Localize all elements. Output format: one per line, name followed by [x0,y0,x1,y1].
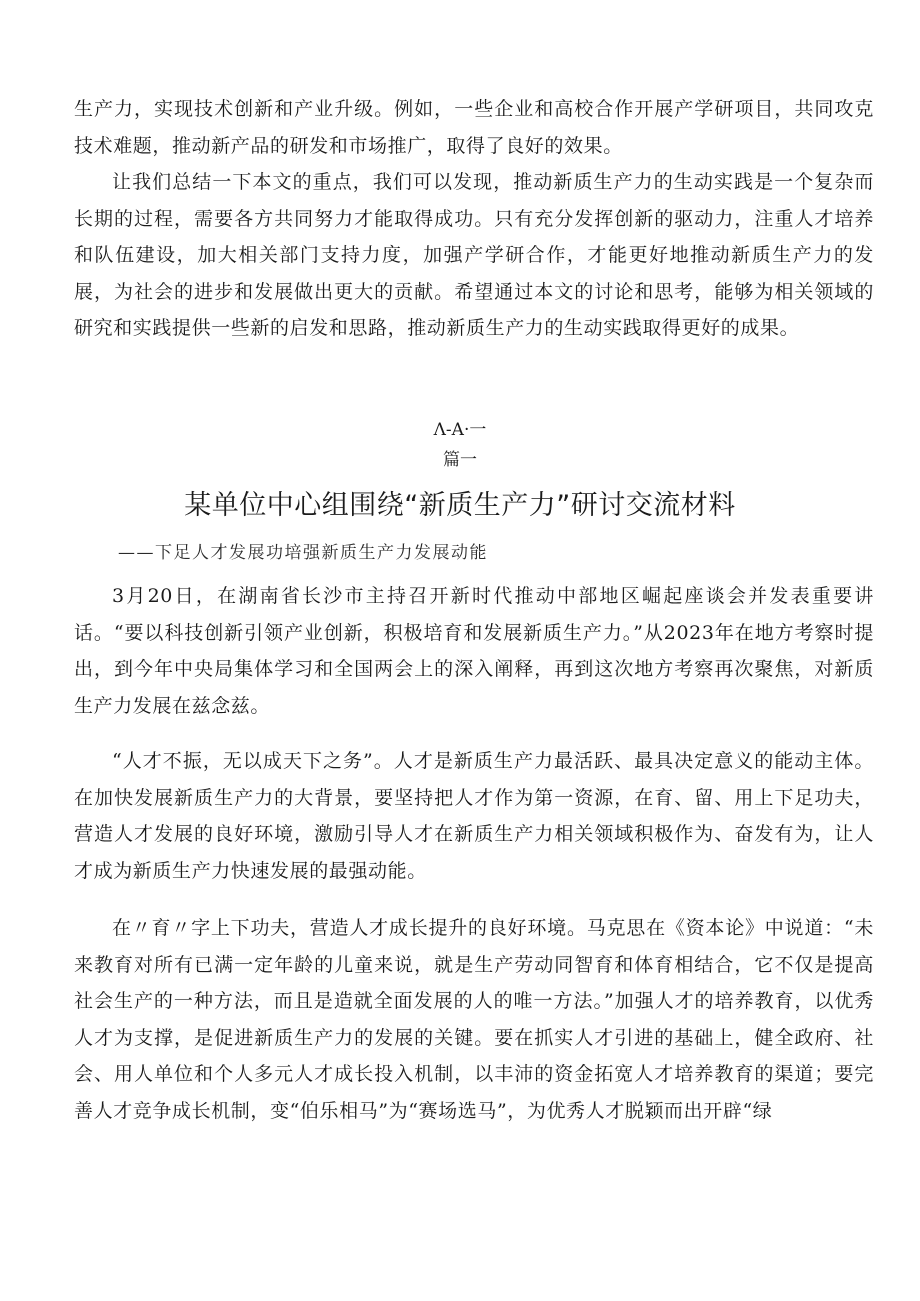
document-subtitle: ——下足人才发展功培强新质生产力发展动能 [118,543,488,563]
paragraph-intro: 生产力，实现技术创新和产业升级。例如，一些企业和高校合作开展产学研项目，共同攻克技术难题，推动新产品的研发和市场推广，取得了良好的效果。 [74,98,874,157]
paragraph-2: “人才不振，无以成天下之务”。人才是新质生产力最活跃、最具决定意义的能动主体。在加快发展新质生产力的大背景，要坚持把人才作为第一资源，在育、留、用上下足功夫，营造人才发展的良好环境，激励引导人才在新质生产力相关领域积极作为、奋发有为，让人才成为新质生产力快速发展的最强动能。 [74,750,874,882]
section-label: 篇一 [443,450,477,470]
paragraph-3: 在〃育〃字上下功夫，营造人才成长提升的良好环境。马克思在《资本论》中说道：“未来教育对所有已满一定年龄的儿童来说，就是生产劳动同智育和体育相结合，它不仅是提高社会生产的一种方法，而且是造就全面发展的人的唯一方法。”加强人才的培养教育，以优秀人才为支撑，是促进新质生产力的发展的关键。要在抓实人才引进的基础上，健全政府、社会、用人单位和个人多元人才成长投入机制，以丰沛的资金拓宽人才培养教育的渠道；要完善人才竞争成长机制，变“伯乐相马”为“赛场选马”，为优秀人才脱颖而出开辟“绿 [74,917,874,1122]
separator-mark: Λ-A·一 [433,420,487,440]
document-title: 某单位中心组围绕“新质生产力”研讨交流材料 [184,490,736,521]
paragraph-1: 3月20日，在湖南省长沙市主持召开新时代推动中部地区崛起座谈会并发表重要讲话。“要以科技创新引领产业创新，积极培育和发展新质生产力。”从2023年在地方考察时提出，到今年中央局集体学习和全国两会上的深入阐释，再到这次地方考察再次聚焦，对新质生产力发展在兹念兹。 [74,585,874,717]
paragraph-summary: 让我们总结一下本文的重点，我们可以发现，推动新质生产力的生动实践是一个复杂而长期的过程，需要各方共同努力才能取得成功。只有充分发挥创新的驱动力，注重人才培养和队伍建设，加大相关部门支持力度，加强产学研合作，才能更好地推动新质生产力的发展，为社会的进步和发展做出更大的贡献。希望通过本文的讨论和思考，能够为相关领域的研究和实践提供一些新的启发和思路，推动新质生产力的生动实践取得更好的成果。 [74,171,874,339]
